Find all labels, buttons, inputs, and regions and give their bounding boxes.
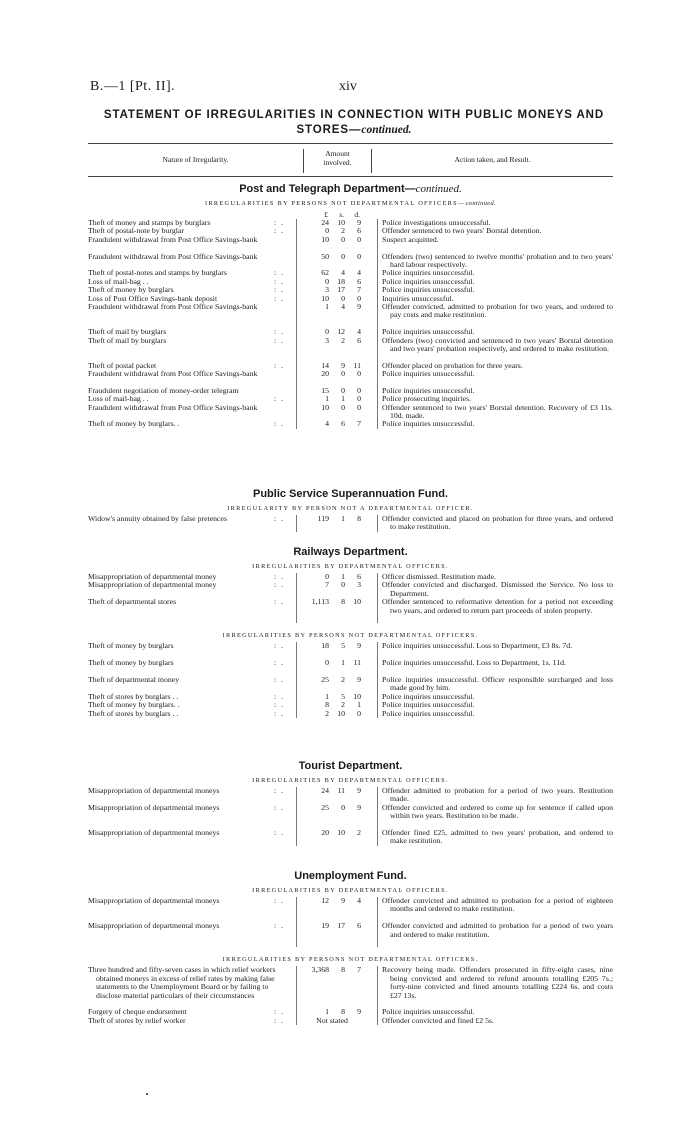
table-row xyxy=(88,598,613,623)
amount-shillings: 0 xyxy=(341,234,345,244)
amount-pounds: 0 xyxy=(325,658,329,668)
section-post-telegraph xyxy=(88,181,613,429)
title-line-2 xyxy=(80,123,628,138)
action-result: Officer dismissed. Restitution made. xyxy=(382,572,496,581)
amount-cell xyxy=(296,328,378,336)
amount-cell xyxy=(296,515,378,532)
amount-pounds: 20 xyxy=(321,369,329,379)
table-row xyxy=(88,966,613,1008)
action-result: Police inquiries unsuccessful. Officer responsible surcharged and loss made good by him. xyxy=(382,674,613,693)
table-row xyxy=(88,787,613,804)
table-row xyxy=(88,804,613,829)
amount-pounds: 15 xyxy=(321,385,329,395)
irregularity-nature: Loss of mail-bag . . xyxy=(88,394,149,404)
currency-pence: d. xyxy=(354,210,360,219)
amount-pence: 9 xyxy=(357,802,361,812)
amount-cell xyxy=(296,253,378,270)
amount-pounds: 8 xyxy=(325,700,329,710)
amount-pounds: 3 xyxy=(325,335,329,345)
action-result: Offender convicted and fined £2 5s. xyxy=(382,1015,495,1025)
amount-pence: 6 xyxy=(357,276,361,286)
amount-pounds: 24 xyxy=(321,786,329,795)
amount-pounds: 1 xyxy=(325,691,329,701)
amount-pence: 7 xyxy=(357,419,361,429)
amount-cell xyxy=(296,642,378,659)
amount-shillings: 17 xyxy=(337,921,345,931)
amount-shillings: 5 xyxy=(341,691,345,701)
amount-pounds: 3 xyxy=(325,285,329,295)
amount-pence: 6 xyxy=(357,335,361,345)
amount-shillings: 4 xyxy=(341,301,345,311)
leader-dots: : . xyxy=(274,708,285,718)
section-railways xyxy=(88,544,613,718)
action-result: Police investigations unsuccessful. xyxy=(382,218,491,227)
section-superannuation-fund xyxy=(88,486,613,532)
irregularity-nature: Fraudulent withdrawal from Post Office Savings-bank xyxy=(88,301,258,311)
action-result: Police inquiries unsuccessful. Loss to Department, 1s. 11d. xyxy=(382,658,566,668)
amount-pence: 3 xyxy=(357,580,361,590)
action-result: Offender convicted and admitted to probation for a period of eighteen months and ordered to make restitution. xyxy=(382,896,613,914)
action-result: Inquiries unsuccessful. xyxy=(382,293,454,303)
leader-dots: : . xyxy=(274,572,285,581)
amount-shillings: 1 xyxy=(341,394,345,404)
leader-dots: : . xyxy=(274,786,285,795)
leader-dots: : . xyxy=(274,658,285,668)
amount-shillings: 2 xyxy=(341,674,345,684)
leader-dots: : . xyxy=(274,419,285,429)
leader-dots: : . xyxy=(274,674,285,684)
irregularity-nature: Theft of stores by relief worker xyxy=(88,1015,186,1025)
column-action: Action taken, and Result. xyxy=(454,155,531,164)
amount-pounds: 7 xyxy=(325,580,329,590)
amount-pence: 8 xyxy=(357,514,361,523)
leader-dots: : . xyxy=(274,268,285,278)
amount-pence: 4 xyxy=(357,268,361,278)
action-result: Police inquiries unsuccessful. xyxy=(382,1007,475,1017)
irregularity-nature: Theft of postal-notes and stamps by burglars xyxy=(88,268,227,278)
irregularity-nature: Fraudulent withdrawal from Post Office Savings-bank xyxy=(88,251,258,261)
amount-pounds: 62 xyxy=(321,268,329,278)
amount-shillings: 9 xyxy=(341,896,345,905)
subsection-heading-text: IRREGULARITIES BY PERSONS NOT DEPARTMENTAL OFFICERS. xyxy=(222,632,479,640)
amount-cell xyxy=(296,219,378,227)
leader-dots: : . xyxy=(274,285,285,295)
irregularity-nature: Theft of stores by burglars . . xyxy=(88,708,179,718)
irregularity-nature: Misappropriation of departmental moneys xyxy=(88,921,220,931)
irregularity-nature: Theft of money and stamps by burglars xyxy=(88,218,211,227)
action-result: Recovery being made. Offenders prosecuted in fifty-eight cases, nine being convicted and ordered to refund amounts totalling £205 7s.; forty-nine convicted and fined amounts totalling £224 6s. and costs £27 13s. xyxy=(382,965,613,1000)
amount-pence: 9 xyxy=(357,1007,361,1017)
irregularity-nature: Fraudulent withdrawal from Post Office Savings-bank xyxy=(88,234,258,244)
column-amount-line-1: Amount xyxy=(325,149,350,158)
amount-shillings: 11 xyxy=(337,786,345,795)
amount-shillings: 8 xyxy=(341,597,345,607)
amount-shillings: 0 xyxy=(341,402,345,412)
amount-pence: 0 xyxy=(357,369,361,379)
irregularity-nature: Loss of mail-bag . . xyxy=(88,276,149,286)
irregularity-nature: Misappropriation of departmental moneys xyxy=(88,802,220,812)
amount-cell xyxy=(296,303,378,328)
irregularity-nature: Theft of mail by burglars xyxy=(88,335,167,345)
irregularity-nature: Theft of postal-note by burglar xyxy=(88,226,184,236)
subsection-heading-text: IRREGULARITIES BY DEPARTMENTAL OFFICERS. xyxy=(252,887,449,894)
irregularity-nature: Theft of money by burglars xyxy=(88,658,174,668)
amount-shillings: 4 xyxy=(341,268,345,278)
page-mark xyxy=(146,1093,148,1095)
amount-shillings: 6 xyxy=(341,419,345,429)
amount-shillings: 0 xyxy=(341,385,345,395)
leader-dots: : . xyxy=(274,597,285,607)
section-tourist xyxy=(88,758,613,846)
action-result: Offender sentenced to two years' Borstal detention. Recovery of £3 11s. 10d. made. xyxy=(382,402,613,421)
amount-pence: 11 xyxy=(353,658,361,668)
amount-pounds: 10 xyxy=(321,234,329,244)
column-amount-line-2: involved. xyxy=(323,158,352,167)
action-result: Police inquiries unsuccessful. xyxy=(382,268,475,278)
amount-pence: 0 xyxy=(357,394,361,404)
leader-dots: : . xyxy=(274,514,285,523)
irregularity-nature: Three hundred and fifty-seven cases in which relief workers obtained moneys in excess of relief rates by making false statements to the Unemployment Board or by failing to disclose material particulars of their circumstances xyxy=(88,965,276,1000)
section-title xyxy=(88,181,613,197)
leader-dots: : . xyxy=(274,1007,285,1017)
amount-cell xyxy=(296,337,378,362)
amount-cell xyxy=(296,404,378,421)
amount-pence: 0 xyxy=(357,251,361,261)
section-title-text: Tourist Department. xyxy=(298,760,403,772)
amount-shillings: 8 xyxy=(341,965,345,975)
amount-pounds: 2 xyxy=(325,708,329,718)
irregularity-nature: Misappropriation of departmental money xyxy=(88,572,217,581)
amount-shillings: 0 xyxy=(341,580,345,590)
table-row xyxy=(88,236,613,253)
action-result: Police inquiries unsuccessful. xyxy=(382,285,475,295)
amount-pence: 2 xyxy=(357,827,361,837)
table-row xyxy=(88,897,613,922)
amount-cell xyxy=(296,227,378,235)
amount-shillings: 18 xyxy=(337,276,345,286)
amount-cell xyxy=(296,387,378,395)
leader-dots: : . xyxy=(274,276,285,286)
amount-pounds: 12 xyxy=(321,896,329,905)
leader-dots: : . xyxy=(274,335,285,345)
amount-pence: 0 xyxy=(357,402,361,412)
title-line-1: STATEMENT OF IRREGULARITIES IN CONNECTION WITH PUBLIC MONEYS AND xyxy=(103,109,605,121)
amount-pounds: 25 xyxy=(321,674,329,684)
amount-cell xyxy=(296,395,378,403)
irregularity-nature: Theft of money by burglars. . xyxy=(88,700,180,710)
amount-pence: 10 xyxy=(353,691,361,701)
action-result: Police inquiries unsuccessful. xyxy=(382,276,475,286)
table-row xyxy=(88,1017,613,1025)
amount-pence: 7 xyxy=(357,285,361,295)
amount-pence: 9 xyxy=(357,218,361,227)
amount-pounds: 1 xyxy=(325,394,329,404)
leader-dots: : . xyxy=(274,327,285,337)
action-result: Police inquiries unsuccessful. Loss to Department, £3 8s. 7d. xyxy=(382,641,573,651)
irregularity-nature: Misappropriation of departmental moneys xyxy=(88,827,220,837)
amount-shillings: 9 xyxy=(341,360,345,370)
amount-shillings: 10 xyxy=(337,708,345,718)
title-continued: continued. xyxy=(361,124,412,136)
amount-shillings: 0 xyxy=(341,293,345,303)
amount-pounds: 1 xyxy=(325,301,329,311)
amount-cell xyxy=(296,804,378,829)
leader-dots: : . xyxy=(274,896,285,905)
amount-cell xyxy=(296,966,378,1008)
amount-shillings: 0 xyxy=(341,251,345,261)
table-row xyxy=(88,253,613,270)
irregularity-nature: Fraudulent withdrawal from Post Office Savings-bank xyxy=(88,369,258,379)
amount-pounds: 119 xyxy=(317,514,329,523)
subsection-heading-text: IRREGULARITIES BY DEPARTMENTAL OFFICERS. xyxy=(252,777,449,784)
section-title-text: Unemployment Fund. xyxy=(294,870,407,882)
amount-cell xyxy=(296,236,378,253)
leader-dots: : . xyxy=(274,226,285,236)
section-title-text: Railways Department. xyxy=(293,546,408,558)
amount-pounds: 18 xyxy=(321,641,329,651)
amount-pence: 4 xyxy=(357,327,361,337)
leader-dots: : . xyxy=(274,827,285,837)
irregularity-nature: Widow's annuity obtained by false pretences xyxy=(88,514,228,523)
table-row xyxy=(88,303,613,328)
amount-pounds: 10 xyxy=(321,293,329,303)
action-result: Offender convicted and admitted to probation for a period of two years and ordered to make restitution. xyxy=(382,921,613,939)
table-row xyxy=(88,370,613,387)
amount-pence: 6 xyxy=(357,572,361,581)
amount-cell xyxy=(296,710,378,718)
amount-shillings: 1 xyxy=(341,514,345,523)
action-result: Police inquiries unsuccessful. xyxy=(382,385,475,395)
irregularity-nature: Theft of departmental stores xyxy=(88,597,177,607)
amount-cell xyxy=(296,1017,378,1025)
table-row xyxy=(88,269,613,277)
amount-cell xyxy=(296,598,378,623)
irregularity-nature: Theft of money by burglars xyxy=(88,641,174,651)
action-result: Police prosecuting inquiries. xyxy=(382,394,471,404)
leader-dots: : . xyxy=(274,802,285,812)
amount-cell xyxy=(296,370,378,387)
amount-pence: 9 xyxy=(357,674,361,684)
amount-pence: 4 xyxy=(357,896,361,905)
leader-dots: : . xyxy=(274,641,285,651)
amount-cell xyxy=(296,286,378,294)
amount-cell xyxy=(296,659,378,676)
table-row xyxy=(88,922,613,947)
amount-cell xyxy=(296,676,378,693)
page-number: xiv xyxy=(339,79,357,94)
amount-pence: 7 xyxy=(357,965,361,975)
amount-pounds: 0 xyxy=(325,226,329,236)
amount-pence: 6 xyxy=(357,921,361,931)
irregularity-nature: Theft of money by burglars xyxy=(88,285,174,295)
action-result: Offender sentenced to reformative detention for a period not exceeding two years, and ordered to return part proceeds of stolen property. xyxy=(382,597,613,615)
amount-pounds: 0 xyxy=(325,327,329,337)
amount-cell xyxy=(296,295,378,303)
amount-shillings: 0 xyxy=(341,369,345,379)
action-result: Offenders (two) convicted and sentenced to two years' Borstal detention and two years' probation respectively, and ordered to make restitution. xyxy=(382,335,613,353)
document-reference: B.—1 [Pt. II]. xyxy=(90,79,176,94)
amount-cell xyxy=(296,897,378,922)
table-row xyxy=(88,515,613,532)
amount-cell xyxy=(296,573,378,581)
action-result: Suspect acquitted. xyxy=(382,234,439,244)
leader-dots: : . xyxy=(274,218,285,227)
amount-cell xyxy=(296,693,378,701)
table-row xyxy=(88,829,613,846)
subsection-heading-text: IRREGULARITY BY PERSON NOT A DEPARTMENTAL OFFICER. xyxy=(227,505,474,512)
table-row xyxy=(88,420,613,428)
page-title xyxy=(80,108,628,138)
irregularity-nature: Misappropriation of departmental moneys xyxy=(88,786,220,795)
amount-pounds: 0 xyxy=(325,572,329,581)
action-result: Police inquiries unsuccessful. xyxy=(382,700,475,710)
irregularity-nature: Theft of departmental money xyxy=(88,674,180,684)
leader-dots: : . xyxy=(274,921,285,931)
section-title xyxy=(88,486,613,502)
section-title xyxy=(88,868,613,884)
table-row xyxy=(88,581,613,598)
subsection-heading-text: IRREGULARITIES BY PERSONS NOT DEPARTMENTAL OFFICERS. xyxy=(222,956,479,964)
amount-pounds: 24 xyxy=(321,218,329,227)
irregularity-nature: Theft of postal packet xyxy=(88,360,157,370)
amount-cell xyxy=(296,362,378,370)
amount-pence: 9 xyxy=(357,641,361,651)
amount-pounds: 20 xyxy=(321,827,329,837)
title-line-2-text: STORES— xyxy=(296,124,362,136)
action-result: Offender convicted and discharged. Dismissed the Service. No loss to Department. xyxy=(382,580,613,598)
amount-pounds: 4 xyxy=(325,419,329,429)
leader-dots: : . xyxy=(274,691,285,701)
irregularity-nature: Theft of money by burglars. . xyxy=(88,419,180,429)
amount-pounds: 10 xyxy=(321,402,329,412)
table-row xyxy=(88,676,613,693)
amount-cell xyxy=(296,420,378,428)
amount-cell xyxy=(296,829,378,846)
amount-shillings: 1 xyxy=(341,572,345,581)
section-title-text: Public Service Superannuation Fund. xyxy=(253,488,448,500)
table-row xyxy=(88,337,613,362)
subsection-heading-text: IRREGULARITIES BY PERSONS NOT DEPARTMENTAL OFFICERS— xyxy=(204,200,466,207)
amount-shillings: 12 xyxy=(337,327,345,337)
action-result: Offender admitted to probation for a period of two years. Restitution made. xyxy=(382,786,613,804)
table-row xyxy=(88,387,613,395)
column-amount xyxy=(303,149,372,173)
amount-pounds: 14 xyxy=(321,360,329,370)
amount-pence: 0 xyxy=(357,708,361,718)
amount-shillings: 2 xyxy=(341,335,345,345)
table-row xyxy=(88,404,613,421)
amount-cell xyxy=(296,581,378,598)
subsection-heading-text: IRREGULARITIES BY DEPARTMENTAL OFFICERS. xyxy=(252,563,449,570)
irregularity-nature: Fraudulent negotiation of money-order telegram xyxy=(88,385,239,395)
amount-pence: 11 xyxy=(353,360,361,370)
amount-pounds: 1,113 xyxy=(311,597,329,607)
currency-pounds: £ xyxy=(324,210,328,219)
amount-pence: 0 xyxy=(357,234,361,244)
section-title-text: Post and Telegraph Department— xyxy=(239,183,416,195)
amount-shillings: 1 xyxy=(341,658,345,668)
amount-pounds: 3,368 xyxy=(311,965,329,975)
amount-pence: 9 xyxy=(357,301,361,311)
amount-shillings: 2 xyxy=(341,226,345,236)
leader-dots: : . xyxy=(274,700,285,710)
amount-cell xyxy=(296,787,378,804)
amount-shillings: 17 xyxy=(337,285,345,295)
amount-pence: 0 xyxy=(357,385,361,395)
table-row xyxy=(88,642,613,659)
action-result: Offender placed on probation for three years. xyxy=(382,360,523,370)
section-title-continued: continued. xyxy=(415,183,462,195)
amount-pence: 9 xyxy=(357,786,361,795)
leader-dots: : . xyxy=(274,360,285,370)
currency-shillings: s. xyxy=(339,210,344,219)
table-row xyxy=(88,710,613,718)
action-result: Police inquiries unsuccessful. xyxy=(382,327,475,337)
amount-shillings: 5 xyxy=(341,641,345,651)
leader-dots: : . xyxy=(274,293,285,303)
leader-dots: : . xyxy=(274,580,285,590)
irregularity-nature: Theft of mail by burglars xyxy=(88,327,167,337)
amount-pounds: 0 xyxy=(325,276,329,286)
action-result: Offender convicted and placed on probation for three years, and ordered to make restitution. xyxy=(382,514,613,532)
amount-pounds: 19 xyxy=(321,921,329,931)
action-result: Offender sentenced to two years' Borstal detention. xyxy=(382,226,542,236)
action-result: Police inquiries unsuccessful. xyxy=(382,691,475,701)
amount-pounds: 50 xyxy=(321,251,329,261)
action-result: Offenders (two) sentenced to twelve months' probation and to two years' hard labour respectively. xyxy=(382,251,613,269)
amount-not-stated: Not stated xyxy=(316,1015,348,1025)
irregularity-nature: Loss of Post Office Savings-bank deposit xyxy=(88,293,218,303)
amount-shillings: 2 xyxy=(341,700,345,710)
subsection-heading-continued: continued. xyxy=(465,200,496,207)
action-result: Police inquiries unsuccessful. xyxy=(382,708,475,718)
amount-shillings: 8 xyxy=(341,1007,345,1017)
action-result: Offender convicted and ordered to come up for sentence if called upon within two years. Restitution to be made. xyxy=(382,802,613,821)
irregularity-nature: Forgery of cheque endorsement xyxy=(88,1007,187,1017)
amount-shillings: 10 xyxy=(337,827,345,837)
irregularity-nature: Misappropriation of departmental money xyxy=(88,580,217,590)
section-unemployment-fund xyxy=(88,868,613,1025)
action-result: Offender convicted, admitted to probation for two years, and ordered to pay costs and make restitution. xyxy=(382,301,613,320)
amount-pounds: 25 xyxy=(321,802,329,812)
irregularity-nature: Misappropriation of departmental moneys xyxy=(88,896,220,905)
table-row xyxy=(88,659,613,676)
amount-pence: 1 xyxy=(357,700,361,710)
section-title xyxy=(88,544,613,560)
amount-cell xyxy=(296,922,378,947)
amount-shillings: 10 xyxy=(337,218,345,227)
irregularity-nature: Fraudulent withdrawal from Post Office Savings-bank xyxy=(88,402,258,412)
table-column-header xyxy=(88,143,613,177)
amount-shillings: 0 xyxy=(341,802,345,812)
amount-pence: 0 xyxy=(357,293,361,303)
section-title xyxy=(88,758,613,774)
action-result: Offender fined £25, admitted to two years' probation, and ordered to make restitution. xyxy=(382,827,613,846)
amount-pounds: 1 xyxy=(325,1007,329,1017)
irregularity-nature: Theft of stores by burglars . . xyxy=(88,691,179,701)
action-result: Police inquiries unsuccessful. xyxy=(382,419,475,429)
subsection-heading xyxy=(88,197,613,210)
amount-pence: 6 xyxy=(357,226,361,236)
leader-dots: : . xyxy=(274,394,285,404)
leader-dots: : . xyxy=(274,1015,285,1025)
action-result: Police inquiries unsuccessful. xyxy=(382,369,475,379)
column-nature: Nature of Irregularity. xyxy=(162,155,229,164)
amount-pence: 10 xyxy=(353,597,361,607)
